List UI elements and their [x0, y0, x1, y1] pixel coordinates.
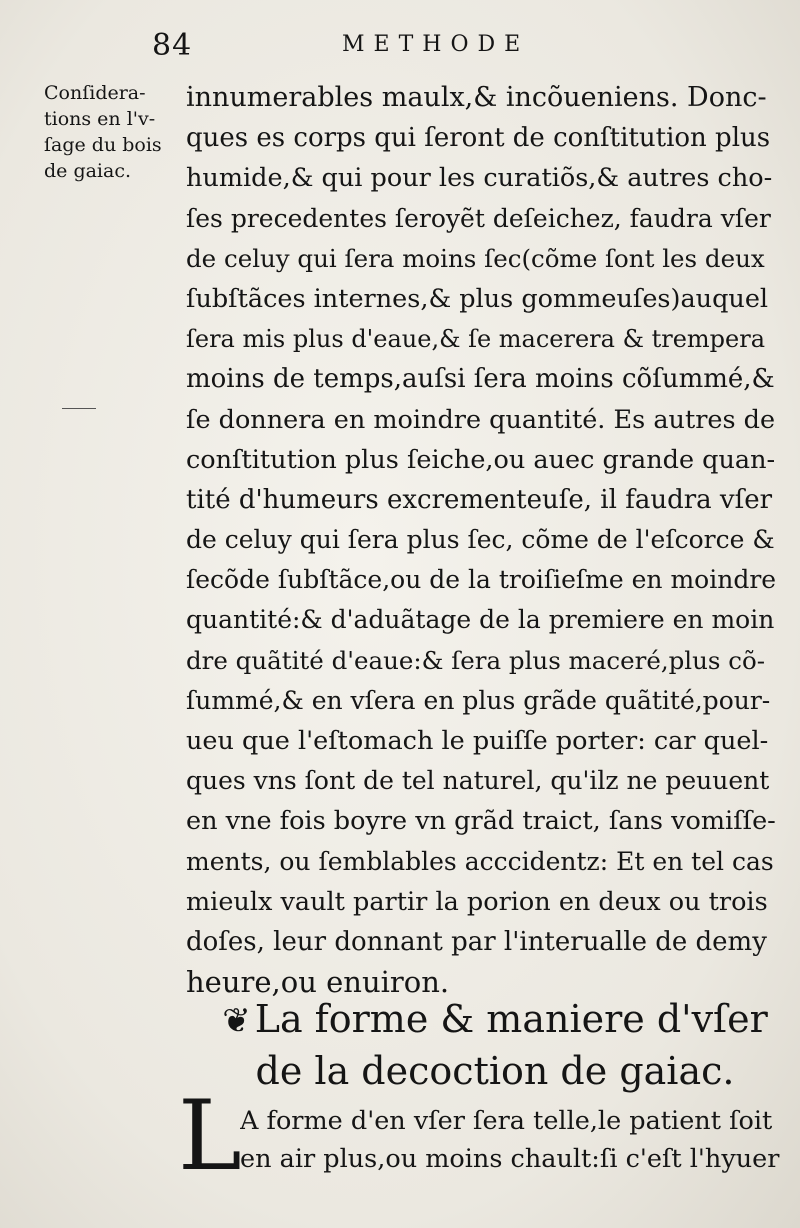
margin-note-line: de gaiac. [44, 160, 132, 182]
text-line: de celuy qui ſera plus ſec, cõme de l'eſcorce & [186, 525, 775, 555]
text-line: mieulx vault partir la porion en deux ou trois [186, 886, 768, 917]
section-heading-line: de la decoction de gaiac. [255, 1049, 735, 1093]
margin-rule [62, 408, 96, 409]
text-line: ſe donnera en moindre quantité. Es autres de [186, 404, 776, 435]
section-heading-text: La forme & maniere d'vſer [254, 997, 768, 1041]
text-line: doſes, leur donnant par l'interualle de demy [186, 926, 767, 957]
text-line: heure,ou enuiron. [186, 965, 450, 1000]
final-paragraph [240, 1102, 780, 1178]
text-line: conſtitution plus ſeiche,ou auec grande quan- [186, 444, 776, 475]
section-heading [210, 994, 780, 1096]
margin-note-line: ſage du bois [44, 134, 162, 156]
text-line: de celuy qui ſera moins ſec(cõme ſont les deux [186, 243, 765, 273]
text-line: ſecõde ſubſtãce,ou de la troiſieſme en moindre [186, 565, 776, 595]
text-line: humide,& qui pour les curatiõs,& autres cho- [186, 163, 773, 194]
text-line: ſera mis plus d'eaue,& ſe macerera & trempera [186, 325, 765, 354]
page-number: 84 [152, 28, 193, 63]
text-line: moins de temps,auſsi ſera moins cõſummé,& [186, 364, 775, 395]
text-line: tité d'humeurs excrementeuſe, il faudra vſer [186, 484, 773, 515]
text-line: ſummé,& en vſera en plus grãde quãtité,pour- [186, 685, 771, 715]
margin-note-line: Conſidera- [44, 82, 146, 104]
text-line: innumerables maulx,& incõueniens. Donc- [186, 82, 767, 113]
body-text [186, 78, 776, 1002]
margin-note [44, 80, 184, 184]
text-line: ueu que l'eſtomach le puiſſe porter: car quel- [186, 726, 769, 756]
margin-note-line: tions en l'v- [44, 108, 156, 130]
running-head: METHODE [342, 32, 530, 57]
text-line: ſes precedentes ſeroyẽt deſeichez, faudra vſer [186, 203, 771, 233]
drop-cap: L [178, 1080, 242, 1192]
text-line: quantité:& d'aduãtage de la premiere en moin [186, 605, 775, 635]
text-line: ſubſtãces internes,& plus gommeuſes)auquel [186, 283, 769, 314]
text-line: en vne fois boyre vn grãd traict, ſans vomiſſe- [186, 806, 776, 837]
text-line: en air plus,ou moins chault:ſi c'eſt l'hyuer [240, 1144, 780, 1174]
text-line: A forme d'en vſer ſera telle,le patient ſoit [240, 1106, 773, 1136]
section-heading-line [210, 994, 780, 1046]
text-line: ques es corps qui ſeront de conſtitution plus [186, 123, 771, 154]
text-line: ques vns ſont de tel naturel, qu'ilz ne peuuent [186, 766, 770, 796]
fleuron-ornament-icon: ❦ [222, 1001, 251, 1041]
text-line: dre quãtité d'eaue:& ſera plus maceré,plus cõ- [186, 645, 766, 675]
text-line: ments, ou ſemblables acccidentz: Et en tel cas [186, 846, 774, 876]
